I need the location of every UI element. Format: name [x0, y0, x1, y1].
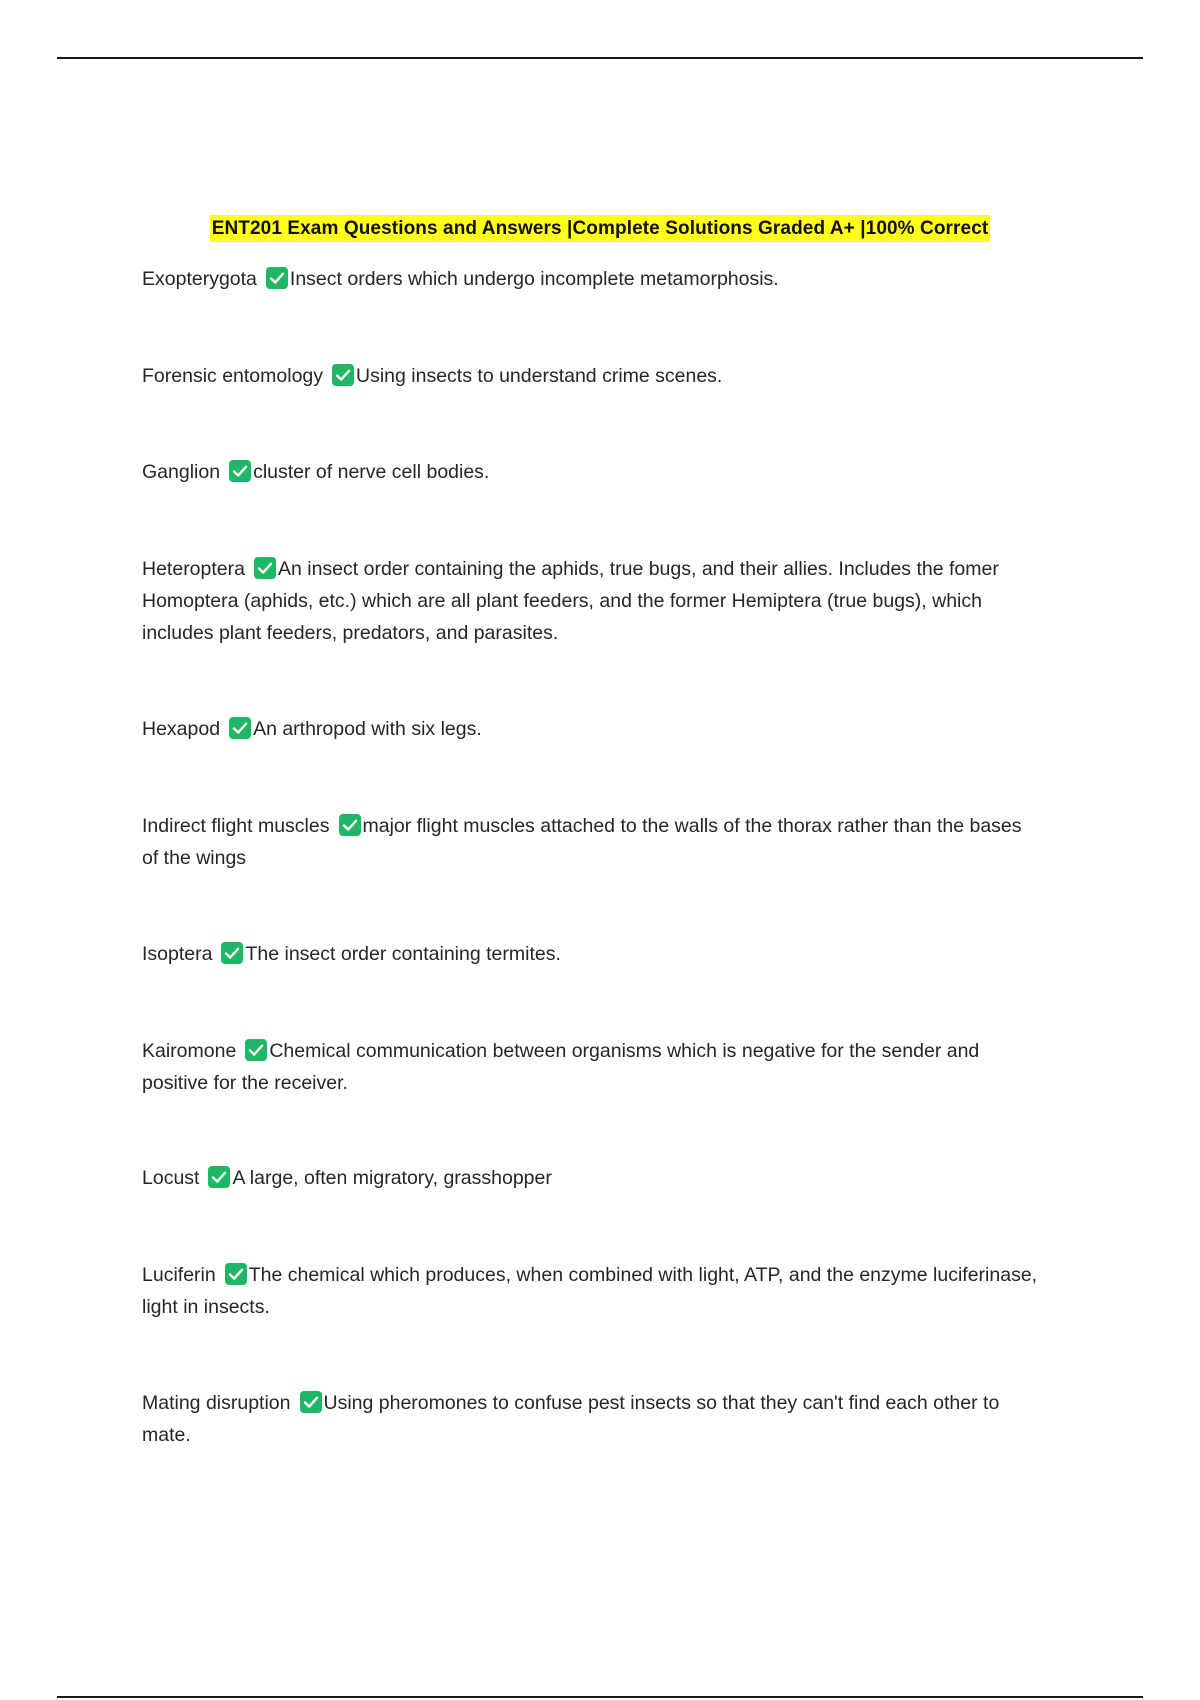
entry-term: Heteroptera	[142, 558, 245, 580]
entry-mating-disruption	[142, 1387, 1042, 1451]
entry-forensic-entomology	[142, 360, 1042, 392]
entry-term: Ganglion	[142, 461, 221, 483]
entry-term: Isoptera	[142, 943, 213, 965]
check-box-icon	[208, 1166, 230, 1188]
document-title: ENT201 Exam Questions and Answers |Complete Solutions Graded A+ |100% Correct	[210, 215, 991, 242]
entry-hexapod	[142, 713, 1042, 745]
check-box-icon	[332, 364, 354, 386]
entry-definition: An arthropod with six legs.	[253, 718, 482, 740]
check-box-icon	[229, 460, 251, 482]
title-container	[0, 215, 1200, 242]
check-box-icon	[221, 942, 243, 964]
entry-term: Kairomone	[142, 1040, 237, 1062]
bottom-rule	[57, 1696, 1143, 1698]
entry-term: Luciferin	[142, 1264, 216, 1286]
entry-definition: Using pheromones to confuse pest insects so that they can't find each other to mate.	[142, 1392, 1000, 1446]
entry-definition: The insect order containing termites.	[245, 943, 561, 965]
entry-ganglion	[142, 456, 1042, 488]
check-box-icon	[225, 1263, 247, 1285]
entry-heteroptera	[142, 553, 1042, 649]
entry-exopterygota	[142, 263, 1042, 295]
top-rule	[57, 57, 1143, 59]
entry-isoptera	[142, 938, 1042, 970]
entry-luciferin	[142, 1259, 1042, 1323]
entry-definition: Chemical communication between organisms which is negative for the sender and positive for the receiver.	[142, 1040, 980, 1094]
entry-term: Locust	[142, 1167, 200, 1189]
entry-definition: The chemical which produces, when combined with light, ATP, and the enzyme luciferinase, light in insects.	[142, 1264, 1038, 1318]
entry-definition: Using insects to understand crime scenes.	[356, 365, 723, 387]
entry-term: Hexapod	[142, 718, 221, 740]
entry-term: Mating disruption	[142, 1392, 291, 1414]
check-box-icon	[266, 267, 288, 289]
entry-kairomone	[142, 1035, 1042, 1099]
entry-term: Indirect flight muscles	[142, 815, 330, 837]
check-box-icon	[254, 557, 276, 579]
entry-term: Exopterygota	[142, 268, 257, 290]
entry-locust	[142, 1162, 1042, 1194]
check-box-icon	[245, 1039, 267, 1061]
entry-definition: cluster of nerve cell bodies.	[253, 461, 490, 483]
check-box-icon	[229, 717, 251, 739]
entry-term: Forensic entomology	[142, 365, 324, 387]
entry-indirect-flight-muscles	[142, 810, 1042, 874]
entry-definition: major flight muscles attached to the walls of the thorax rather than the bases of the wings	[142, 815, 1022, 869]
check-box-icon	[300, 1391, 322, 1413]
entry-definition: A large, often migratory, grasshopper	[232, 1167, 552, 1189]
entry-definition: An insect order containing the aphids, true bugs, and their allies. Includes the fomer Homoptera (aphids, etc.) which are all plant feeders, and the former Hemiptera (true bugs), which includes plant feeders, predators, and parasites.	[142, 558, 999, 644]
entry-definition: Insect orders which undergo incomplete metamorphosis.	[289, 268, 779, 290]
check-box-icon	[339, 814, 361, 836]
